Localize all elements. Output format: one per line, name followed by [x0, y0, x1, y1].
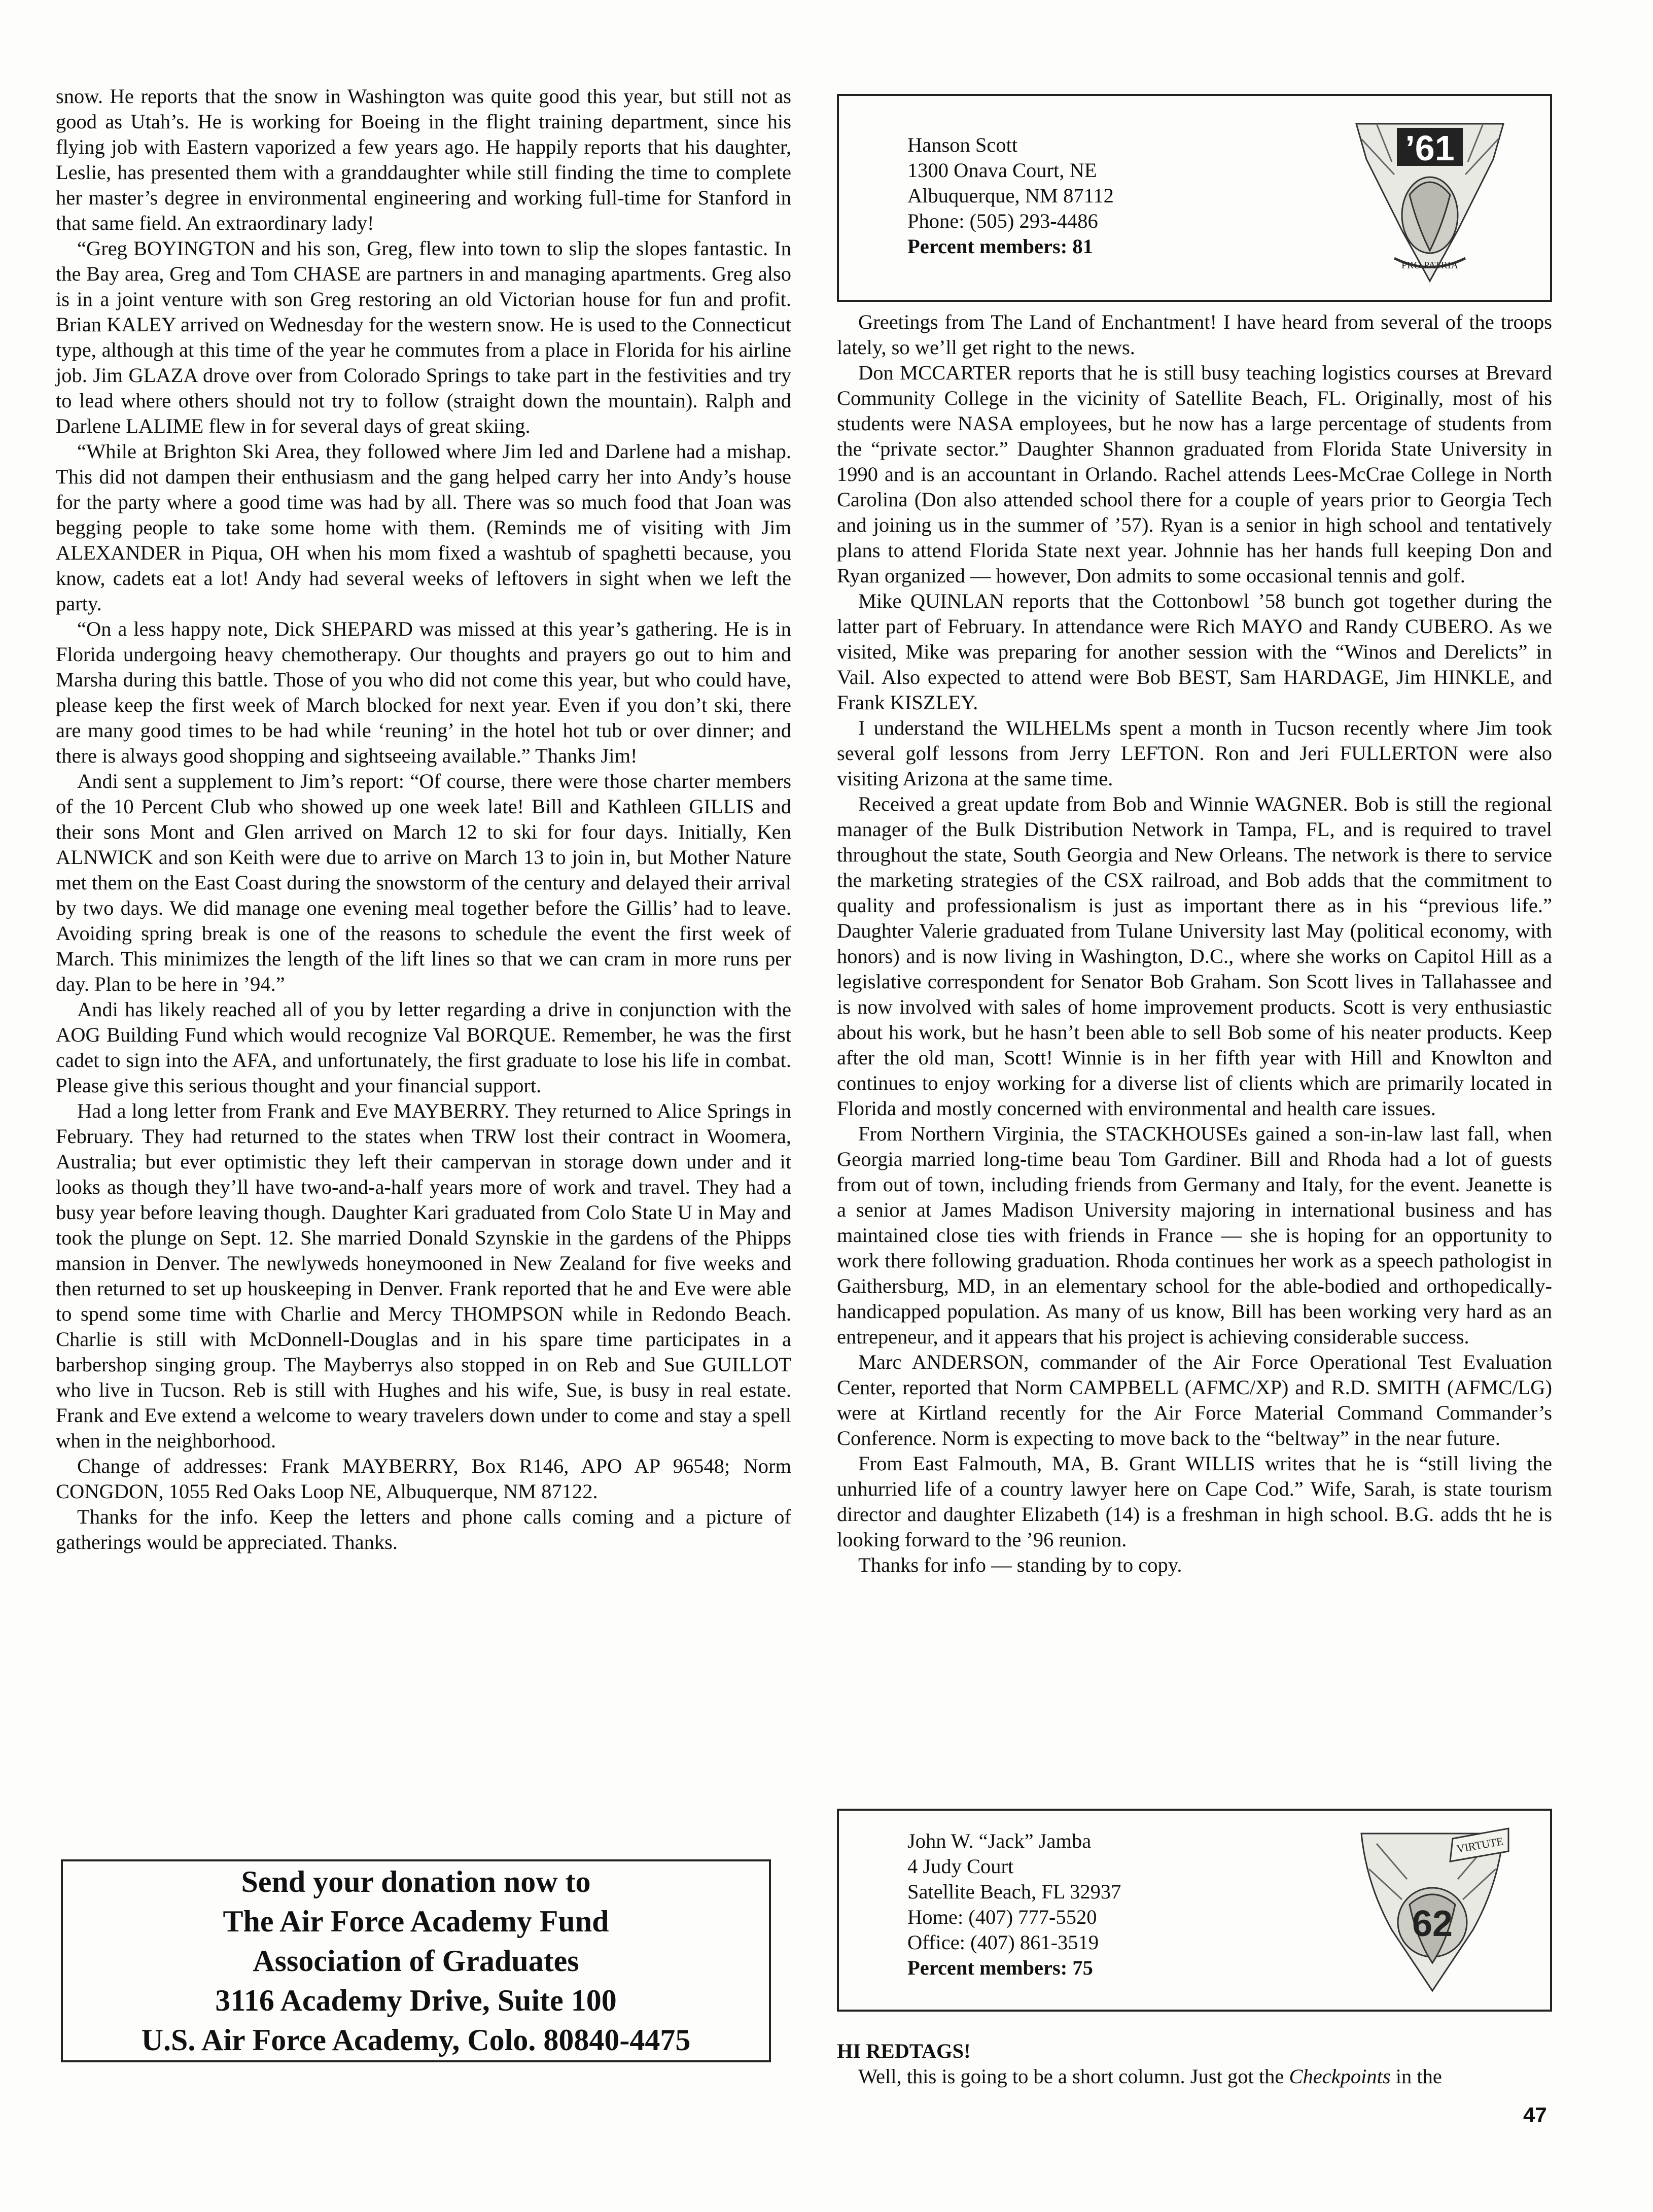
publication-title: Checkpoints	[1289, 2065, 1391, 2088]
paragraph: Received a great update from Bob and Winnie WAGNER. Bob is still the regional manager of the Bulk Distribution Network in Tampa, FL, and is required to travel throughout the state, South Georgia and New Orleans. The network is there to service the marketing strategies of the CSX railroad, and Bob adds that the commitment to quality and professionalism is just as important there as in his “previous life.” Daughter Valerie graduated from Tulane University last May (political economy, with honors) and is now living in Washington, D.C., where she works on Capitol Hill as a legislative correspondent for Senator Bob Graham. Son Scott lives in Tallahassee and is now involved with sales of home improvement products. Scott is very enthusiastic about his work, but he hasn’t been able to sell Bob some of his neater products. Keep after the old man, Scott! Winnie is in her fifth year with Hill and Knowlton and continues to enjoy working for a diverse list of clients which are primarily located in Florida and mostly concerned with environmental and health care issues.	[837, 792, 1552, 1120]
paragraph: Andi sent a supplement to Jim’s report: “Of course, there were those charter members of the 10 Percent Club who showed up one week late! Bill and Kathleen GILLIS and their sons Mont and Glen arrived on March 12 to ski for four days. Initially, Ken ALNWICK and son Keith were due to arrive on March 13 to join in, but Mother Nature met them on the East Coast during the snowstorm of the century and delayed their arrival by two days. We did manage one evening meal together before the Gillis’ had to leave. Avoiding spring break is one of the reasons to schedule the event the first week of March. This minimizes the length of the lift lines so that we can cram in more runs per day. Plan to be here in ’94.”	[56, 770, 791, 995]
donation-box	[61, 1859, 771, 2062]
page-number: 47	[1523, 2103, 1547, 2127]
svg-text:62: 62	[1412, 1904, 1453, 1944]
right-column	[837, 309, 1552, 1578]
paragraph: “Greg BOYINGTON and his son, Greg, flew into town to slip the slopes fantastic. In the Bay area, Greg and Tom CHASE are partners in and managing apartments. Greg also is in a joint venture with son Greg restoring an old Victorian house for fun and profit. Brian KALEY arrived on Wednesday for the western snow. He is used to the Connecticut type, although at this time of the year he commutes from a place in Florida for his airline job. Jim GLAZA drove over from Colorado Springs to take part in the festivities and try to lead where others should not try to follow (straight down the mountain). Ralph and Darlene LALIME flew in for several days of great skiing.	[56, 237, 791, 437]
scribe-city: Satellite Beach, FL 32937	[907, 1880, 1121, 1903]
paragraph: I understand the WILHELMs spent a month in Tucson recently where Jim took several golf lessons from Jerry LEFTON. Ron and Jeri FULLERTON were also visiting Arizona at the same time.	[837, 716, 1552, 790]
paragraph: From East Falmouth, MA, B. Grant WILLIS writes that he is “still living the unhurried life of a country lawyer here on Cape Cod.” Wife, Sarah, is state tourism director and daughter Elizabeth (14) is a freshman in high school. B.G. adds tht he is looking forward to the ’96 reunion.	[837, 1452, 1552, 1551]
paragraph: Thanks for info — standing by to copy.	[858, 1553, 1182, 1576]
scribe-phone: Phone: (505) 293-4486	[907, 210, 1098, 232]
paragraph: Had a long letter from Frank and Eve MAYBERRY. They returned to Alice Springs in February. They had returned to the states when TRW lost their contract in Woomera, Australia; but ever optimistic they left their campervan in storage down under and it looks as though they’ll have two-and-a-half years more of work and travel. They had a busy year before leaving though. Daughter Kari graduated from Colo State U in May and took the plunge on Sept. 12. She married Donald Szynskie in the gardens of the Phipps mansion in Denver. The newlyweds honeymooned in New Zealand for five weeks and then returned to set up houskeeping in Denver. Frank reported that he and Eve were able to spend some time with Charlie and Mercy THOMPSON while in Redondo Beach. Charlie is still with McDonnell-Douglas and in his spare time participates in a barbershop singing group. The Mayberrys also stopped in on Reb and Sue GUILLOT who live in Tucson. Reb is still with Hughes and his wife, Sue, is busy in real estate. Frank and Eve extend a welcome to weary travelers down under to come and stay a spell when in the neighborhood.	[56, 1099, 791, 1452]
section-heading: HI REDTAGS!	[837, 2040, 971, 2062]
paragraph: Greetings from The Land of Enchantment! I have heard from several of the troops lately, so we’ll get right to the news.	[837, 310, 1552, 359]
scribe-contact-box	[837, 1809, 1552, 2012]
scribe-address	[907, 132, 1114, 259]
paragraph	[837, 2064, 1552, 2089]
scribe-contact-box	[837, 94, 1552, 302]
class-crest-icon	[1346, 1823, 1519, 1996]
percent-members: Percent members: 81	[907, 235, 1093, 258]
scribe-name: John W. “Jack” Jamba	[907, 1829, 1092, 1852]
scribe-address	[907, 1828, 1121, 1981]
paragraph: snow. He reports that the snow in Washington was quite good this year, but still not as good as Utah’s. He is working for Boeing in the flight training department, since his flying job with Eastern vaporized a few years ago. He happily reports that his daughter, Leslie, has presented them with a granddaughter while still finding the time to complete her master’s degree in environmental engineering and working full-time for Stanford in that same field. An extraordinary lady!	[56, 85, 791, 234]
text-run: Well, this is going to be a short column. Just got the	[858, 2065, 1289, 2088]
paragraph: From Northern Virginia, the STACKHOUSEs gained a son-in-law last fall, when Georgia married long-time beau Tom Gardiner. Bill and Rhoda had a lot of guests from out of town, including friends from Germany and Italy, for the event. Jeanette is a senior at James Madison University majoring in international business and has maintained close ties with friends in France — she is hoping for an opportunity to work there following graduation. Rhoda continues her work as a speech pathologist in Gaithersburg, MD, in an elementary school for the able-bodied and orthopedically-handicapped population. As many of us know, Bill has been working very hard as an entrepeneur, and it appears that his project is achieving considerable success.	[837, 1122, 1552, 1348]
next-column-start	[837, 2038, 1552, 2089]
percent-members: Percent members: 75	[907, 1956, 1093, 1979]
svg-text:’61: ’61	[1405, 128, 1455, 168]
paragraph: “While at Brighton Ski Area, they followed where Jim led and Darlene had a mishap. This did not dampen their enthusiasm and the gang helped carry her into Andy’s house for the party where a good time was had by all. There was so much food that Joan was begging people to take some home with them. (Reminds me of visiting with Jim ALEXANDER in Piqua, OH when his mom fixed a washtub of spaghetti because, you know, cadets eat a lot! Andy had several weeks of leftovers in sight when we left the party.	[56, 440, 791, 615]
svg-text:VIRTUTE: VIRTUTE	[1455, 1835, 1504, 1855]
text-run: in the	[1390, 2065, 1442, 2088]
svg-text:PRO PATRIA: PRO PATRIA	[1401, 260, 1459, 271]
paragraph: Change of addresses: Frank MAYBERRY, Box R146, APO AP 96548; Norm CONGDON, 1055 Red Oaks Loop NE, Albuquerque, NM 87122.	[56, 1455, 791, 1503]
paragraph: “On a less happy note, Dick SHEPARD was missed at this year’s gathering. He is in Florida undergoing heavy chemotherapy. Our thoughts and prayers go out to him and Marsha during this battle. Those of you who did not come this year, but who could have, please keep the first week of March blocked for next year. Even if you don’t ski, there are many good times to be had while ‘reuning’ in the hotel hot tub or over dinner; and there is always good shopping and sightseeing available.” Thanks Jim!	[56, 617, 791, 767]
paragraph: Mike QUINLAN reports that the Cottonbowl ’58 bunch got together during the latter part of February. In attendance were Rich MAYO and Randy CUBERO. As we visited, Mike was preparing for another session with the “Winos and Derelicts” in Vail. Also expected to attend were Bob BEST, Sam HARDAGE, Jim HINKLE, and Frank KISZLEY.	[837, 590, 1552, 714]
scribe-home-phone: Home: (407) 777-5520	[907, 1906, 1097, 1928]
scribe-street: 1300 Onava Court, NE	[907, 159, 1097, 182]
donation-line: 3116 Academy Drive, Suite 100	[215, 1984, 617, 2017]
scribe-name: Hanson Scott	[907, 133, 1018, 156]
paragraph: Thanks for the info. Keep the letters and phone calls coming and a picture of gatherings would be appreciated. Thanks.	[56, 1505, 791, 1553]
paragraph: Marc ANDERSON, commander of the Air Force Operational Test Evaluation Center, reported that Norm CAMPBELL (AFMC/XP) and R.D. SMITH (AFMC/LG) were at Kirtland recently for the Air Force Material Command Commander’s Conference. Norm is expecting to move back to the “beltway” in the near future.	[837, 1351, 1552, 1449]
donation-line: Association of Graduates	[253, 1944, 579, 1978]
scribe-street: 4 Judy Court	[907, 1855, 1014, 1878]
donation-line: Send your donation now to	[241, 1865, 591, 1898]
donation-line: U.S. Air Force Academy, Colo. 80840-4475	[141, 2023, 691, 2057]
class-crest-icon	[1346, 114, 1514, 286]
donation-line: The Air Force Academy Fund	[223, 1905, 609, 1938]
left-column	[56, 84, 791, 1555]
paragraph: Andi has likely reached all of you by letter regarding a drive in conjunction with the AOG Building Fund which would recognize Val BORQUE. Remember, he was the first cadet to sign into the AFA, and unfortunately, the first graduate to lose his life in combat. Please give this serious thought and your financial support.	[56, 998, 791, 1097]
scribe-city: Albuquerque, NM 87112	[907, 184, 1114, 207]
paragraph: Don MCCARTER reports that he is still busy teaching logistics courses at Brevard Community College in the vicinity of Satellite Beach, FL. Originally, most of his students were NASA employees, but he now has a large percentage of students from the “private sector.” Daughter Shannon graduated from Florida State University in 1990 and is an accountant in Orlando. Rachel attends Lees-McCrae College in North Carolina (Don also attended school there for a couple of years prior to Georgia Tech and joining us in the summer of ’57). Ryan is a senior in high school and tentatively plans to attend Florida State next year. Johnnie has her hands full keeping Don and Ryan organized — however, Don admits to some occasional tennis and golf.	[837, 361, 1552, 587]
scribe-office-phone: Office: (407) 861-3519	[907, 1931, 1099, 1954]
